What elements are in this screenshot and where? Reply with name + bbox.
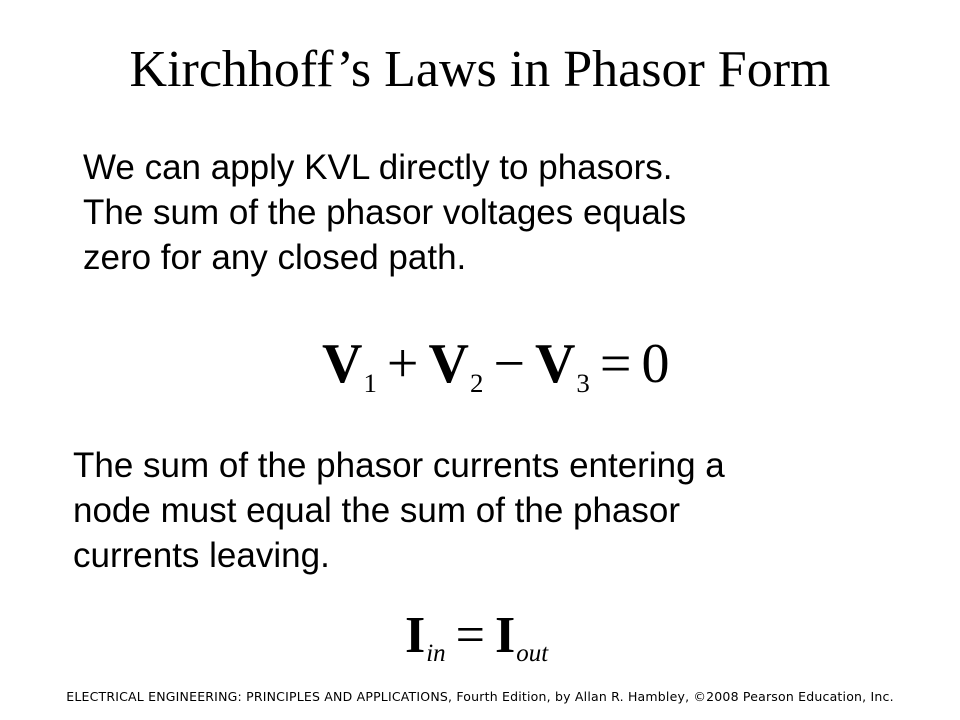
phasor-v3-symbol: V	[534, 333, 576, 395]
kvl-paragraph	[83, 145, 686, 280]
phasor-i-out-subscript: out	[516, 640, 549, 668]
plus-operator: +	[386, 333, 419, 395]
kvl-equation	[322, 332, 669, 405]
phasor-v1-symbol: V	[322, 333, 363, 395]
phasor-v2-symbol: V	[428, 333, 469, 395]
phasor-i-in-symbol: I	[405, 607, 426, 664]
kcl-line-1: The sum of the phasor currents entering a	[73, 446, 725, 485]
phasor-v2-subscript: 2	[469, 368, 484, 399]
kcl-line-3: currents leaving.	[73, 536, 330, 575]
kvl-line-2: The sum of the phasor voltages equals	[83, 193, 687, 232]
kcl-paragraph	[73, 443, 725, 578]
equals-operator: =	[599, 333, 632, 395]
phasor-i-out-symbol: I	[495, 607, 516, 664]
kcl-equation	[405, 606, 548, 675]
zero-value: 0	[641, 333, 670, 395]
minus-operator: −	[493, 333, 525, 395]
kvl-line-3: zero for any closed path.	[83, 238, 467, 277]
phasor-v1-subscript: 1	[363, 368, 377, 399]
kcl-equals-operator: =	[455, 607, 485, 664]
copyright-footer: ELECTRICAL ENGINEERING: PRINCIPLES AND APPLICATIONS, Fourth Edition, by Allan R. Hambley, ©2008 Pearson Education, Inc.	[66, 689, 894, 704]
kcl-line-2: node must equal the sum of the phasor	[73, 491, 681, 530]
phasor-v3-subscript: 3	[576, 368, 590, 399]
kvl-line-1: We can apply KVL directly to phasors.	[83, 148, 673, 187]
slide-title: Kirchhoff’s Laws in Phasor Form	[129, 41, 831, 98]
phasor-i-in-subscript: in	[426, 640, 446, 668]
